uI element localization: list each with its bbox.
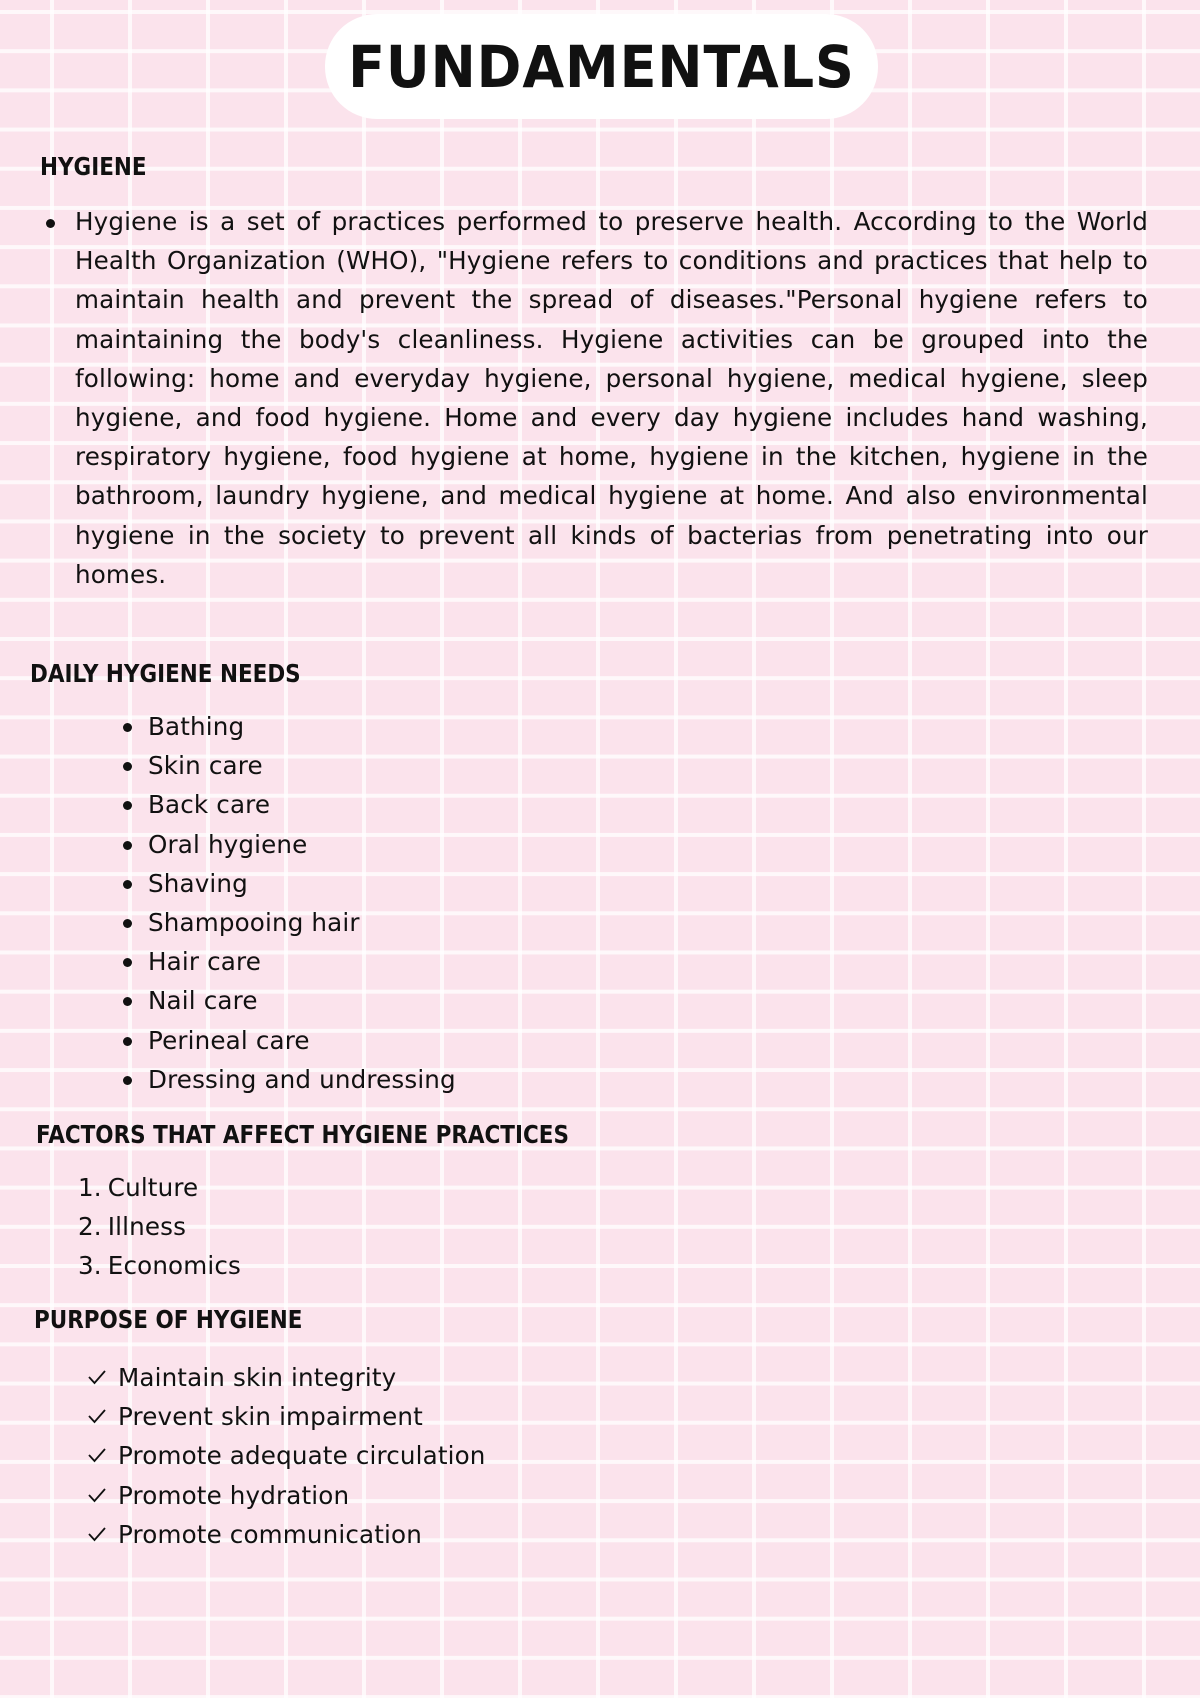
- list-item-label: Back care: [148, 790, 271, 820]
- list-item: [120, 942, 456, 981]
- list-item-label: Shaving: [148, 868, 248, 898]
- check-icon: [86, 1405, 108, 1427]
- list-item: [86, 1436, 486, 1475]
- hygiene-paragraph-block: [40, 202, 1148, 594]
- list-item-number: 3.: [78, 1251, 102, 1281]
- list-item: [120, 785, 456, 824]
- title-pill: [325, 14, 878, 119]
- list-item: [120, 981, 456, 1020]
- heading-factors: FACTORS THAT AFFECT HYGIENE PRACTICES: [36, 1120, 569, 1149]
- list-item: [120, 746, 456, 785]
- list-item-label: Bathing: [148, 712, 245, 741]
- list-item-label: Culture: [107, 1173, 199, 1202]
- list-item: [120, 1060, 456, 1099]
- list-item: [120, 825, 456, 864]
- list-item-label: Promote hydration: [118, 1480, 350, 1510]
- bullet-marker: [123, 880, 132, 889]
- check-icon: [86, 1444, 108, 1466]
- list-item-number: 2.: [78, 1212, 102, 1242]
- heading-daily-hygiene-needs: DAILY HYGIENE NEEDS: [30, 659, 301, 688]
- list-item-label: Maintain skin integrity: [118, 1363, 397, 1392]
- list-item-label: Perineal care: [148, 1025, 310, 1055]
- list-item: [86, 1397, 486, 1436]
- list-item-label: Economics: [107, 1251, 241, 1281]
- daily-needs-list: [120, 707, 456, 1099]
- bullet-marker: [123, 762, 132, 771]
- bullet-marker: [46, 219, 55, 228]
- purpose-list: [86, 1358, 486, 1554]
- list-item-label: Hair care: [148, 947, 261, 977]
- list-item: [78, 1168, 241, 1207]
- list-item-label: Skin care: [148, 751, 263, 781]
- list-item: [120, 864, 456, 903]
- list-item-number: 1.: [78, 1173, 102, 1202]
- list-item-label: Illness: [107, 1212, 187, 1242]
- bullet-marker: [123, 801, 132, 810]
- list-item: [120, 707, 456, 746]
- bullet-marker: [123, 958, 132, 967]
- bullet-marker: [123, 1076, 132, 1085]
- list-item: [86, 1515, 486, 1554]
- list-item-label: Prevent skin impairment: [118, 1402, 423, 1432]
- bullet-marker: [123, 997, 132, 1006]
- bullet-marker: [123, 919, 132, 928]
- list-item: [86, 1476, 486, 1515]
- list-item: [120, 903, 456, 942]
- check-icon: [86, 1484, 108, 1506]
- check-icon: [86, 1366, 108, 1388]
- heading-hygiene: HYGIENE: [40, 152, 147, 181]
- bullet-marker: [123, 1037, 132, 1046]
- list-item-label: Dressing and undressing: [148, 1064, 456, 1094]
- hygiene-paragraph: Hygiene is a set of practices performed to preserve health. According to the World Health Organization (WHO), "Hygiene refers to conditions and practices that help to maintain health and prevent the spread of diseases."Personal hygiene refers to maintaining the body's cleanliness. Hygiene activities can be grouped into the following: home and everyday hygiene, personal hygiene, medical hygiene, sleep hygiene, and food hygiene. Home and every day hygiene includes hand washing, respiratory hygiene, food hygiene at home, hygiene in the kitchen, hygiene in the bathroom, laundry hygiene, and medical hygiene at home. And also environmental hygiene in the society to prevent all kinds of bacterias from penetrating into our homes.: [75, 207, 1148, 589]
- check-icon: [86, 1523, 108, 1545]
- list-item-label: Promote communication: [118, 1519, 422, 1549]
- heading-purpose: PURPOSE OF HYGIENE: [34, 1305, 303, 1334]
- list-item: [78, 1207, 241, 1246]
- bullet-marker: [123, 841, 132, 850]
- list-item: [78, 1246, 241, 1285]
- list-item-label: Nail care: [148, 986, 258, 1016]
- page-title: FUNDAMENTALS: [348, 32, 855, 101]
- factors-list: [78, 1168, 241, 1286]
- list-item: [120, 1021, 456, 1060]
- list-item: [86, 1358, 486, 1397]
- list-item-label: Oral hygiene: [148, 829, 308, 859]
- bullet-marker: [123, 723, 132, 732]
- list-item-label: Promote adequate circulation: [118, 1441, 486, 1471]
- list-item-label: Shampooing hair: [148, 908, 360, 938]
